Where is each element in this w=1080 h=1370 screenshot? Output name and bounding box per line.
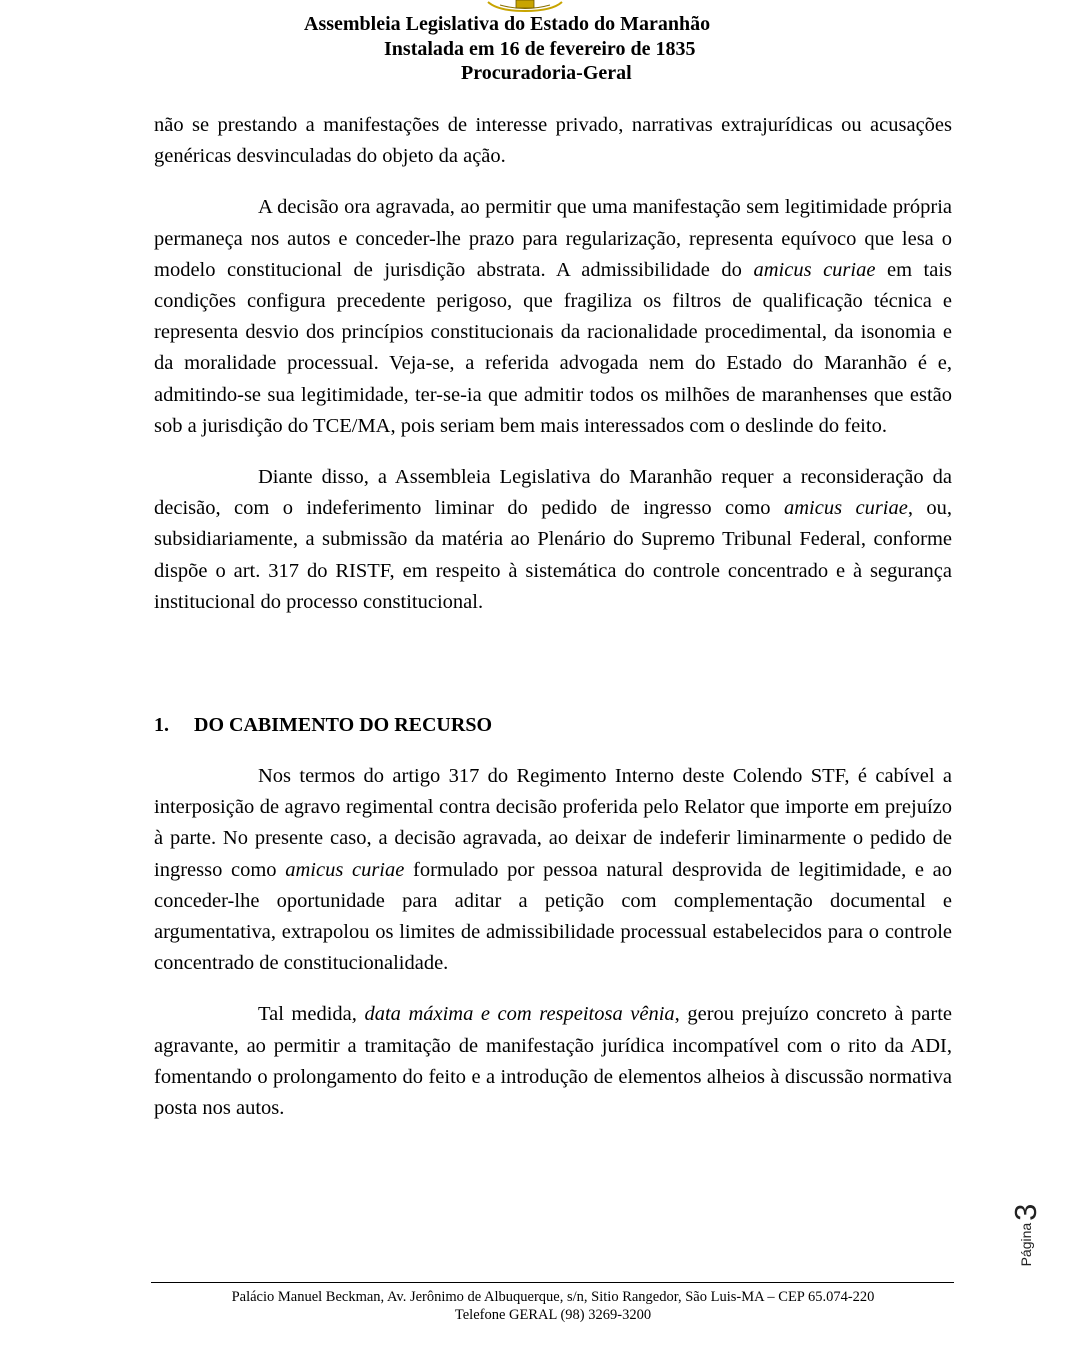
footer-phone: Telefone GERAL (98) 3269-3200: [454, 1307, 652, 1323]
paragraph-4: [154, 761, 952, 979]
department-name: Procuradoria-Geral: [461, 62, 632, 84]
paragraph-text: Nos termos do artigo 317 do Regimento Interno deste Colendo STF, é cabível a interposição de agravo regimental contra decisão proferida pelo Relator que importe em prejuízo à parte. No presente caso, a decisão agravada, ao deixar de indeferir liminarmente o pedido de ingresso como: [154, 765, 952, 881]
coat-of-arms-icon: [486, 0, 564, 12]
paragraph-text: Diante disso, a Assembleia Legislativa do Maranhão requer a reconsideração da decisão, com o indeferimento liminar do pedido de ingresso como: [154, 466, 952, 520]
paragraph-text: Tal medida: [258, 1003, 352, 1026]
paragraph-text: A decisão ora agravada, ao permitir que uma manifestação sem legitimidade própria permaneça nos autos e conceder-lhe prazo para regularização, representa equívoco que lesa o modelo constitucional de jurisdição abstrata. A admissibilidade do: [154, 196, 952, 281]
letterhead: [0, 12, 1080, 86]
footer-address: Palácio Manuel Beckman, Av. Jerônimo de Albuquerque, s/n, Sitio Rangedor, São Luis-MA – CEP 65.074-220: [231, 1289, 875, 1305]
italic-term: amicus curiae: [783, 497, 908, 520]
italic-term: amicus curiae: [753, 258, 876, 281]
paragraph-text: em tais condições configura precedente perigoso, que fragiliza os filtros de qualificação técnica e representa desvio dos princípios constitucionais da racionalidade procedimental, da isonomia e da moralidade processual. Veja-se, a referida advogada nem do Estado do Maranhão é e, admitindo-se sua legitimidade, ter-se-ia que admitir todos os milhões de maranhenses que estão sob a jurisdição do TCE/MA, pois seriam bem mais interessados com o deslinde do feito.: [154, 258, 953, 437]
paragraph-text: , gerou prejuízo concreto à parte agravante, ao permitir a tramitação de manifestação jurídica incompatível com o rito da ADI, fomentando o prolongamento do feito e a introdução de elementos alheios à discussão normativa posta nos autos.: [154, 1003, 952, 1120]
section-number: 1.: [154, 714, 169, 737]
section-heading: [154, 710, 952, 741]
footer: [0, 1288, 1080, 1324]
italic-term: , data máxima e com respeitosa vênia: [351, 1003, 675, 1026]
institution-name: Assembleia Legislativa do Estado do Maranhão: [304, 13, 711, 35]
paragraph-3: [154, 462, 952, 618]
institution-founding: Instalada em 16 de fevereiro de 1835: [384, 37, 696, 60]
paragraph-text: não se prestando a manifestações de interesse privado, narrativas extrajurídicas ou acusações genéricas desvinculadas do objeto da ação.: [154, 114, 952, 168]
page-digit: 3: [1008, 1203, 1043, 1221]
footer-divider: [151, 1282, 954, 1283]
paragraph-text: formulado por pessoa natural desprovida de legitimidade, e ao conceder-lhe oportunidade para aditar a petição com complementação documental e argumentativa, extrapolou os limites de admissibilidade processual estabelecidos para o controle concentrado de constitucionalidade.: [154, 858, 952, 975]
paragraph-5: [154, 999, 952, 1124]
paragraph-text: , ou, subsidiariamente, a submissão da matéria ao Plenário do Supremo Tribunal Federal, conforme dispõe o art. 317 do RISTF, em respeito à sistemática do controle concentrado e à segurança institucional do processo constitucional.: [154, 497, 953, 613]
section-title: DO CABIMENTO DO RECURSO: [194, 714, 492, 737]
page-number: [986, 1205, 1066, 1265]
page-label: Página: [1018, 1222, 1034, 1267]
italic-term: amicus curiae: [285, 858, 405, 881]
paragraph-2: [154, 192, 952, 442]
document-body: [154, 110, 952, 1124]
paragraph-1: [154, 110, 952, 172]
